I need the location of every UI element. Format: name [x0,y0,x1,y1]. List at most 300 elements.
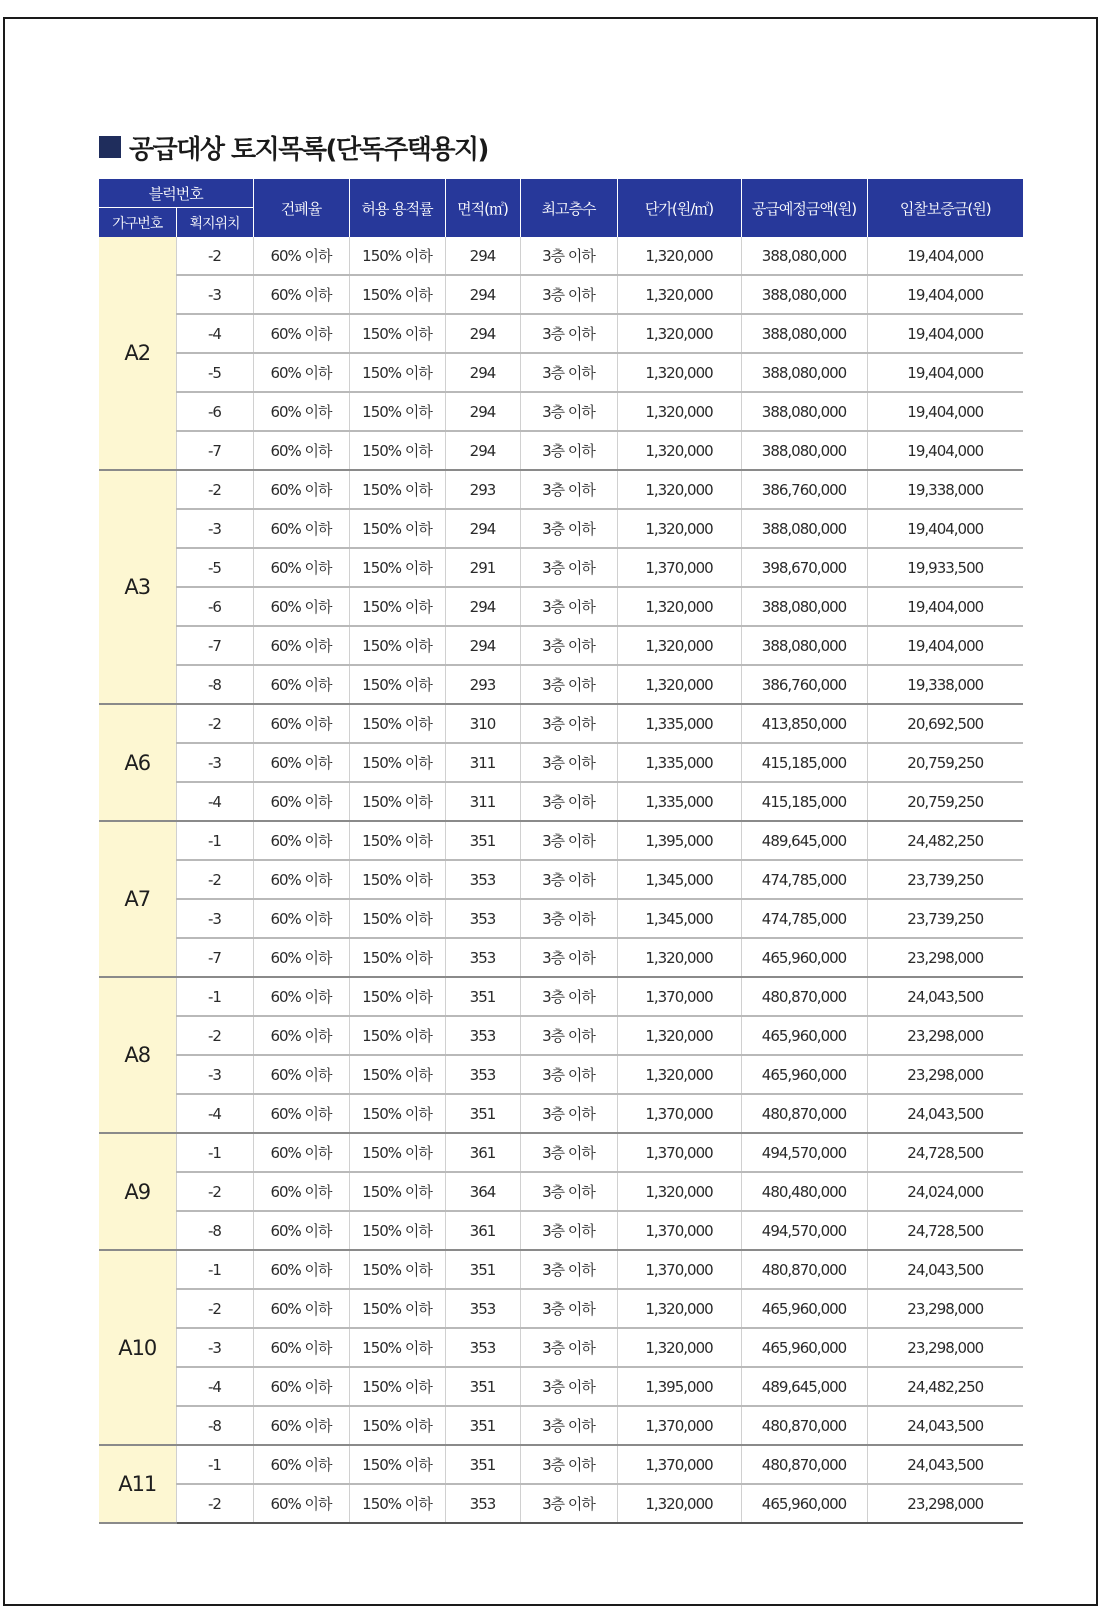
cell-lot: -2 [176,1484,253,1523]
cell-area: 364 [445,1172,520,1211]
cell-supply-price: 465,960,000 [741,1055,867,1094]
cell-coverage: 60% 이하 [253,1445,349,1484]
cell-unit-price: 1,320,000 [617,1016,741,1055]
cell-floors: 3층 이하 [520,392,617,431]
cell-floors: 3층 이하 [520,1211,617,1250]
table-row [99,782,1023,821]
cell-area: 294 [445,431,520,470]
cell-unit-price: 1,320,000 [617,392,741,431]
cell-unit-price: 1,345,000 [617,860,741,899]
cell-far: 150% 이하 [349,626,445,665]
cell-supply-price: 388,080,000 [741,626,867,665]
cell-lot: -2 [176,860,253,899]
table-row [99,938,1023,977]
cell-floors: 3층 이하 [520,1328,617,1367]
cell-unit-price: 1,320,000 [617,626,741,665]
cell-coverage: 60% 이하 [253,1211,349,1250]
cell-supply-price: 415,185,000 [741,743,867,782]
cell-deposit: 23,298,000 [867,1055,1023,1094]
cell-area: 351 [445,1367,520,1406]
cell-floors: 3층 이하 [520,626,617,665]
cell-far: 150% 이하 [349,509,445,548]
cell-unit-price: 1,320,000 [617,665,741,704]
cell-coverage: 60% 이하 [253,782,349,821]
cell-unit-price: 1,320,000 [617,1289,741,1328]
cell-far: 150% 이하 [349,392,445,431]
header-far: 허용 용적률 [349,179,445,237]
cell-far: 150% 이하 [349,782,445,821]
cell-area: 353 [445,1484,520,1523]
cell-far: 150% 이하 [349,977,445,1016]
cell-unit-price: 1,320,000 [617,275,741,314]
cell-coverage: 60% 이하 [253,1289,349,1328]
cell-area: 293 [445,470,520,509]
cell-floors: 3층 이하 [520,548,617,587]
cell-coverage: 60% 이하 [253,899,349,938]
cell-supply-price: 388,080,000 [741,237,867,275]
cell-unit-price: 1,320,000 [617,470,741,509]
cell-block: A8 [99,977,176,1133]
cell-floors: 3층 이하 [520,470,617,509]
cell-unit-price: 1,320,000 [617,509,741,548]
cell-lot: -5 [176,353,253,392]
cell-floors: 3층 이하 [520,1367,617,1406]
cell-far: 150% 이하 [349,743,445,782]
table-row [99,353,1023,392]
cell-far: 150% 이하 [349,1289,445,1328]
header-floors: 최고층수 [520,179,617,237]
cell-lot: -6 [176,392,253,431]
cell-deposit: 23,739,250 [867,899,1023,938]
cell-floors: 3층 이하 [520,977,617,1016]
cell-coverage: 60% 이하 [253,1250,349,1289]
cell-lot: -1 [176,1445,253,1484]
cell-floors: 3층 이하 [520,1094,617,1133]
table-row [99,1211,1023,1250]
cell-area: 353 [445,1328,520,1367]
cell-deposit: 19,404,000 [867,509,1023,548]
cell-far: 150% 이하 [349,353,445,392]
cell-floors: 3층 이하 [520,782,617,821]
cell-coverage: 60% 이하 [253,1172,349,1211]
cell-area: 353 [445,1289,520,1328]
cell-far: 150% 이하 [349,470,445,509]
cell-supply-price: 474,785,000 [741,899,867,938]
cell-lot: -8 [176,1211,253,1250]
cell-lot: -2 [176,704,253,743]
cell-deposit: 20,759,250 [867,782,1023,821]
cell-floors: 3층 이하 [520,1016,617,1055]
cell-floors: 3층 이하 [520,1484,617,1523]
cell-supply-price: 388,080,000 [741,275,867,314]
cell-deposit: 24,043,500 [867,1094,1023,1133]
cell-supply-price: 413,850,000 [741,704,867,743]
cell-area: 294 [445,392,520,431]
table-row [99,509,1023,548]
cell-floors: 3층 이하 [520,587,617,626]
cell-area: 353 [445,1055,520,1094]
cell-unit-price: 1,345,000 [617,899,741,938]
table-header-row [99,179,1023,208]
cell-supply-price: 388,080,000 [741,509,867,548]
table-body [99,237,1023,1523]
cell-deposit: 23,298,000 [867,1016,1023,1055]
cell-block: A11 [99,1445,176,1523]
cell-far: 150% 이하 [349,938,445,977]
table-row [99,1289,1023,1328]
cell-lot: -2 [176,1172,253,1211]
cell-lot: -1 [176,821,253,860]
table-row [99,587,1023,626]
table-row [99,1406,1023,1445]
cell-lot: -1 [176,977,253,1016]
cell-floors: 3층 이하 [520,1289,617,1328]
cell-area: 361 [445,1133,520,1172]
cell-unit-price: 1,335,000 [617,704,741,743]
table-row [99,1250,1023,1289]
cell-far: 150% 이하 [349,431,445,470]
cell-supply-price: 480,870,000 [741,1250,867,1289]
cell-far: 150% 이하 [349,1094,445,1133]
cell-coverage: 60% 이하 [253,1367,349,1406]
cell-floors: 3층 이하 [520,938,617,977]
table-row [99,1328,1023,1367]
cell-lot: -3 [176,1055,253,1094]
cell-coverage: 60% 이하 [253,1016,349,1055]
cell-deposit: 19,338,000 [867,665,1023,704]
cell-supply-price: 465,960,000 [741,1016,867,1055]
cell-far: 150% 이하 [349,665,445,704]
cell-far: 150% 이하 [349,1484,445,1523]
cell-lot: -7 [176,938,253,977]
cell-lot: -3 [176,1328,253,1367]
cell-coverage: 60% 이하 [253,353,349,392]
cell-lot: -8 [176,665,253,704]
table-row [99,626,1023,665]
cell-lot: -4 [176,314,253,353]
cell-supply-price: 388,080,000 [741,314,867,353]
cell-deposit: 24,482,250 [867,1367,1023,1406]
cell-floors: 3층 이하 [520,704,617,743]
cell-unit-price: 1,370,000 [617,1133,741,1172]
cell-unit-price: 1,320,000 [617,1172,741,1211]
cell-unit-price: 1,320,000 [617,237,741,275]
cell-supply-price: 480,870,000 [741,977,867,1016]
header-lot: 획지위치 [176,208,253,238]
cell-coverage: 60% 이하 [253,431,349,470]
header-deposit: 입찰보증금(원) [867,179,1023,237]
cell-block: A10 [99,1250,176,1445]
section-title-text: 공급대상 토지목록(단독주택용지) [129,134,488,165]
table-row [99,1133,1023,1172]
cell-coverage: 60% 이하 [253,587,349,626]
cell-deposit: 24,482,250 [867,821,1023,860]
table-row [99,470,1023,509]
cell-area: 293 [445,665,520,704]
cell-coverage: 60% 이하 [253,1094,349,1133]
cell-area: 361 [445,1211,520,1250]
cell-unit-price: 1,320,000 [617,1328,741,1367]
table-row [99,665,1023,704]
table-row [99,548,1023,587]
cell-area: 294 [445,314,520,353]
cell-far: 150% 이하 [349,1250,445,1289]
cell-lot: -2 [176,470,253,509]
cell-floors: 3층 이하 [520,509,617,548]
cell-deposit: 19,404,000 [867,237,1023,275]
cell-lot: -3 [176,509,253,548]
cell-deposit: 19,404,000 [867,392,1023,431]
cell-unit-price: 1,370,000 [617,977,741,1016]
cell-supply-price: 480,870,000 [741,1406,867,1445]
table-row [99,860,1023,899]
cell-supply-price: 480,870,000 [741,1445,867,1484]
table-row [99,431,1023,470]
cell-area: 294 [445,275,520,314]
table-row [99,314,1023,353]
cell-deposit: 19,338,000 [867,470,1023,509]
cell-floors: 3층 이하 [520,899,617,938]
cell-coverage: 60% 이하 [253,548,349,587]
cell-deposit: 19,404,000 [867,587,1023,626]
cell-far: 150% 이하 [349,1328,445,1367]
cell-block: A7 [99,821,176,977]
cell-lot: -4 [176,1094,253,1133]
cell-area: 353 [445,938,520,977]
cell-floors: 3층 이하 [520,353,617,392]
cell-unit-price: 1,370,000 [617,548,741,587]
cell-area: 294 [445,626,520,665]
cell-coverage: 60% 이하 [253,860,349,899]
cell-area: 351 [445,821,520,860]
table-row [99,743,1023,782]
cell-deposit: 24,728,500 [867,1133,1023,1172]
cell-far: 150% 이하 [349,860,445,899]
cell-floors: 3층 이하 [520,821,617,860]
cell-coverage: 60% 이하 [253,1406,349,1445]
cell-far: 150% 이하 [349,899,445,938]
cell-lot: -6 [176,587,253,626]
cell-supply-price: 480,870,000 [741,1094,867,1133]
cell-floors: 3층 이하 [520,743,617,782]
cell-deposit: 23,298,000 [867,1484,1023,1523]
cell-far: 150% 이하 [349,275,445,314]
cell-unit-price: 1,370,000 [617,1406,741,1445]
cell-deposit: 19,404,000 [867,314,1023,353]
table-row [99,392,1023,431]
cell-unit-price: 1,320,000 [617,938,741,977]
cell-supply-price: 489,645,000 [741,1367,867,1406]
cell-lot: -4 [176,1367,253,1406]
cell-deposit: 24,024,000 [867,1172,1023,1211]
section-title [99,130,488,164]
cell-lot: -3 [176,275,253,314]
cell-supply-price: 474,785,000 [741,860,867,899]
cell-deposit: 23,298,000 [867,1328,1023,1367]
header-unit-price: 단가(원/㎡) [617,179,741,237]
cell-unit-price: 1,370,000 [617,1094,741,1133]
cell-far: 150% 이하 [349,237,445,275]
cell-supply-price: 465,960,000 [741,1289,867,1328]
cell-supply-price: 465,960,000 [741,1484,867,1523]
cell-far: 150% 이하 [349,548,445,587]
cell-far: 150% 이하 [349,1406,445,1445]
cell-coverage: 60% 이하 [253,743,349,782]
cell-unit-price: 1,370,000 [617,1211,741,1250]
cell-coverage: 60% 이하 [253,1484,349,1523]
cell-area: 310 [445,704,520,743]
cell-supply-price: 480,480,000 [741,1172,867,1211]
cell-lot: -2 [176,1289,253,1328]
cell-coverage: 60% 이하 [253,1328,349,1367]
cell-far: 150% 이하 [349,1445,445,1484]
cell-deposit: 23,298,000 [867,1289,1023,1328]
cell-lot: -2 [176,237,253,275]
cell-area: 353 [445,1016,520,1055]
cell-area: 294 [445,509,520,548]
header-block: 가구번호 [99,208,176,238]
table-row [99,1367,1023,1406]
cell-unit-price: 1,320,000 [617,1055,741,1094]
cell-lot: -3 [176,743,253,782]
cell-far: 150% 이하 [349,1172,445,1211]
cell-lot: -7 [176,431,253,470]
cell-coverage: 60% 이하 [253,1055,349,1094]
header-supply-price: 공급예정금액(원) [741,179,867,237]
cell-deposit: 19,404,000 [867,626,1023,665]
cell-floors: 3층 이하 [520,1172,617,1211]
cell-block: A9 [99,1133,176,1250]
cell-coverage: 60% 이하 [253,704,349,743]
cell-area: 311 [445,782,520,821]
cell-unit-price: 1,395,000 [617,1367,741,1406]
cell-unit-price: 1,320,000 [617,431,741,470]
cell-coverage: 60% 이하 [253,626,349,665]
table-row [99,899,1023,938]
cell-area: 291 [445,548,520,587]
cell-coverage: 60% 이하 [253,392,349,431]
cell-coverage: 60% 이하 [253,1133,349,1172]
cell-supply-price: 494,570,000 [741,1133,867,1172]
header-area: 면적(㎡) [445,179,520,237]
cell-supply-price: 398,670,000 [741,548,867,587]
cell-floors: 3층 이하 [520,237,617,275]
cell-lot: -3 [176,899,253,938]
table-row [99,237,1023,275]
cell-area: 351 [445,1094,520,1133]
cell-coverage: 60% 이하 [253,821,349,860]
table-row [99,1094,1023,1133]
cell-lot: -1 [176,1250,253,1289]
cell-coverage: 60% 이하 [253,275,349,314]
cell-lot: -5 [176,548,253,587]
cell-supply-price: 386,760,000 [741,470,867,509]
cell-deposit: 19,933,500 [867,548,1023,587]
cell-deposit: 24,043,500 [867,1250,1023,1289]
cell-floors: 3층 이하 [520,1133,617,1172]
cell-supply-price: 494,570,000 [741,1211,867,1250]
cell-unit-price: 1,320,000 [617,353,741,392]
cell-area: 294 [445,587,520,626]
table-row [99,1172,1023,1211]
cell-area: 351 [445,977,520,1016]
cell-unit-price: 1,320,000 [617,314,741,353]
cell-deposit: 20,692,500 [867,704,1023,743]
cell-coverage: 60% 이하 [253,509,349,548]
cell-block: A3 [99,470,176,704]
land-list-table [99,179,1023,1524]
cell-coverage: 60% 이하 [253,665,349,704]
cell-deposit: 24,043,500 [867,977,1023,1016]
cell-far: 150% 이하 [349,587,445,626]
cell-unit-price: 1,335,000 [617,743,741,782]
table-row [99,1016,1023,1055]
header-coverage: 건폐율 [253,179,349,237]
cell-coverage: 60% 이하 [253,314,349,353]
cell-area: 351 [445,1406,520,1445]
cell-coverage: 60% 이하 [253,977,349,1016]
cell-unit-price: 1,370,000 [617,1250,741,1289]
cell-deposit: 23,298,000 [867,938,1023,977]
cell-deposit: 24,043,500 [867,1406,1023,1445]
cell-supply-price: 388,080,000 [741,587,867,626]
cell-lot: -1 [176,1133,253,1172]
cell-coverage: 60% 이하 [253,237,349,275]
cell-supply-price: 388,080,000 [741,431,867,470]
header-block-group: 블럭번호 [99,179,253,208]
cell-unit-price: 1,395,000 [617,821,741,860]
cell-deposit: 23,739,250 [867,860,1023,899]
cell-floors: 3층 이하 [520,1250,617,1289]
cell-supply-price: 415,185,000 [741,782,867,821]
cell-supply-price: 386,760,000 [741,665,867,704]
cell-floors: 3층 이하 [520,431,617,470]
table-row [99,1445,1023,1484]
cell-supply-price: 465,960,000 [741,938,867,977]
cell-lot: -8 [176,1406,253,1445]
cell-area: 351 [445,1445,520,1484]
cell-floors: 3층 이하 [520,275,617,314]
cell-deposit: 24,728,500 [867,1211,1023,1250]
cell-area: 294 [445,353,520,392]
table-row [99,1484,1023,1523]
cell-far: 150% 이하 [349,1211,445,1250]
cell-supply-price: 388,080,000 [741,392,867,431]
cell-unit-price: 1,320,000 [617,587,741,626]
cell-far: 150% 이하 [349,821,445,860]
cell-deposit: 19,404,000 [867,275,1023,314]
cell-block: A6 [99,704,176,821]
cell-deposit: 19,404,000 [867,353,1023,392]
cell-floors: 3층 이하 [520,1406,617,1445]
cell-unit-price: 1,320,000 [617,1484,741,1523]
cell-coverage: 60% 이하 [253,938,349,977]
cell-area: 311 [445,743,520,782]
cell-lot: -2 [176,1016,253,1055]
cell-unit-price: 1,370,000 [617,1445,741,1484]
cell-far: 150% 이하 [349,314,445,353]
table-row [99,821,1023,860]
cell-area: 353 [445,899,520,938]
cell-deposit: 24,043,500 [867,1445,1023,1484]
cell-block: A2 [99,237,176,470]
cell-floors: 3층 이하 [520,314,617,353]
cell-area: 353 [445,860,520,899]
table-row [99,704,1023,743]
table-row [99,977,1023,1016]
cell-lot: -7 [176,626,253,665]
cell-floors: 3층 이하 [520,860,617,899]
